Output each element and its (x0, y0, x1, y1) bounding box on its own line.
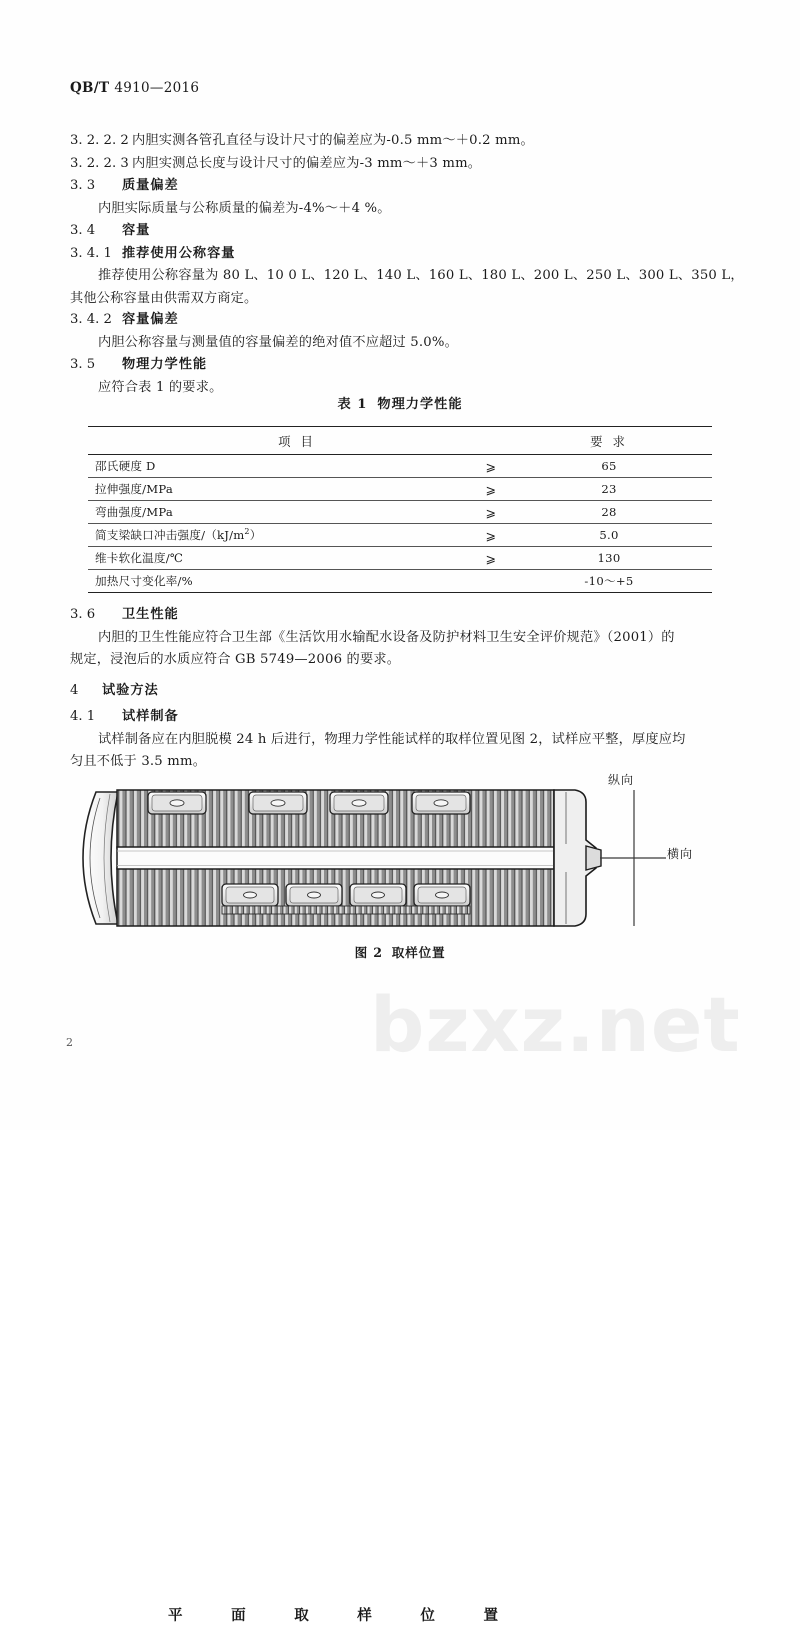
cell-item-text: 简支梁缺口冲击强度/（kJ/m (95, 528, 245, 542)
clause-title: 物理力学性能 (122, 357, 208, 372)
figure-caption-label: 图 2 (354, 945, 383, 960)
clause-text: 内胆实测总长度与设计尺寸的偏差应为-3 mm～＋3 mm。 (132, 155, 482, 171)
table-row (88, 547, 712, 570)
watermark-bzxz: bzxz.net (370, 980, 741, 1069)
clause-title: 试样制备 (122, 709, 179, 724)
clause-title: 推荐使用公称容量 (122, 245, 236, 261)
clause-number: 4 (70, 682, 79, 698)
physical-mechanical-properties-table (88, 426, 712, 593)
tank-label-char: 位 (420, 1607, 435, 1624)
orientation-crosshair (600, 790, 666, 926)
cell-operator: ⩾ (444, 524, 506, 547)
clause-number: 3. 2. 2. 3 (70, 155, 129, 171)
clause-3-6-body-line1: 内胆的卫生性能应符合卫生部《生活饮用水输配水设备及防护材料卫生安全评价规范》（2001）的 (98, 629, 675, 645)
table-caption-label: 表 1 (337, 397, 368, 412)
clause-3-4-1-body-line1: 推荐使用公称容量为 80 L、10 0 L、120 L、140 L、160 L、180 L、200 L、250 L、300 L、350 L， (98, 268, 744, 283)
cell-value: 28 (506, 501, 712, 524)
page-number: 2 (66, 1036, 73, 1049)
clause-number: 3. 5 (70, 357, 96, 372)
clause-3-2-2-2 (70, 130, 730, 152)
cell-item: 加热尺寸变化率/% (88, 570, 444, 593)
clause-title: 质量偏差 (122, 178, 179, 193)
axis-label-vertical: 纵向 (608, 773, 635, 787)
clause-number: 3. 3 (70, 178, 96, 193)
tank-label-char: 样 (357, 1607, 372, 1624)
figure-caption-title: 取样位置 (391, 945, 446, 960)
table-row (88, 524, 712, 547)
column-header-requirement: 要 求 (506, 427, 712, 455)
clause-number: 3. 4. 2 (70, 312, 112, 327)
clause-title: 容量偏差 (122, 312, 179, 327)
tank-nozzle (586, 846, 601, 870)
cell-item (88, 524, 444, 547)
clause-4-1-body-line1: 试样制备应在内胆脱模 24 h 后进行，物理力学性能试样的取样位置见图 2，试样应平整，厚度应均 (98, 731, 686, 747)
cell-value: 23 (506, 478, 712, 501)
clause-3-4-heading (70, 220, 730, 242)
clause-4-heading (70, 680, 730, 702)
clause-title: 卫生性能 (122, 607, 179, 622)
cell-operator: ⩾ (444, 501, 506, 524)
tank-left-endcap (83, 792, 118, 924)
standard-number: 4910—2016 (114, 80, 200, 96)
clause-number: 3. 2. 2. 2 (70, 133, 129, 148)
document-body (70, 130, 744, 399)
cell-item: 拉伸强度/MPa (88, 478, 444, 501)
tank-label-char: 取 (294, 1607, 309, 1624)
clause-title: 试验方法 (102, 682, 159, 698)
table-row (88, 478, 712, 501)
clause-3-5-body: 应符合表 1 的要求。 (98, 379, 223, 395)
standard-code: QB/T (70, 80, 110, 96)
clause-number: 4. 1 (70, 709, 96, 724)
tank-label-char: 面 (231, 1607, 246, 1624)
document-header (70, 80, 199, 96)
cell-value: -10～+5 (506, 570, 712, 593)
cell-item: 维卡软化温度/℃ (88, 547, 444, 570)
clause-3-4-1-heading (70, 243, 730, 265)
clause-3-3-body: 内胆实际质量与公称质量的偏差为-4%～＋4 %。 (98, 200, 391, 216)
axis-label-horizontal: 横向 (667, 847, 694, 861)
table-header-row (88, 427, 712, 455)
tank-flat-sampling-label (168, 1604, 498, 1625)
clause-number: 3. 4 (70, 223, 96, 238)
clause-number: 3. 6 (70, 607, 96, 622)
cell-item-exponent: 2 (244, 527, 250, 537)
document-body-lower (70, 604, 730, 773)
clause-3-6-heading (70, 604, 730, 626)
clause-4-1-heading (70, 706, 730, 728)
clause-3-4-2-heading (70, 309, 730, 331)
clause-3-2-2-3 (70, 153, 730, 175)
table-caption-title: 物理力学性能 (377, 397, 463, 412)
clause-text: 内胆实测各管孔直径与设计尺寸的偏差应为-0.5 mm～＋0.2 mm。 (132, 133, 534, 148)
tank-label-char: 置 (483, 1607, 498, 1624)
table-caption (0, 393, 800, 412)
cell-operator: ⩾ (444, 547, 506, 570)
cell-value: 130 (506, 547, 712, 570)
clause-4-1-body-line2: 匀且不低于 3.5 mm。 (70, 754, 207, 769)
clause-3-4-2-body: 内胆公称容量与测量值的容量偏差的绝对值不应超过 5.0%。 (98, 334, 458, 350)
clause-3-3-heading (70, 175, 730, 197)
table-row (88, 501, 712, 524)
cell-operator (444, 570, 506, 593)
clause-3-4-1-body-line2: 其他公称容量由供需双方商定。 (70, 290, 258, 306)
clause-3-5-heading (70, 354, 730, 376)
clause-number: 3. 4. 1 (70, 245, 112, 261)
clause-3-6-body-line2: 规定，浸泡后的水质应符合 GB 5749—2006 的要求。 (70, 652, 401, 667)
table-row (88, 570, 712, 593)
cell-item-tail: ） (249, 528, 262, 542)
tank-label-char: 平 (168, 1607, 183, 1624)
cell-value: 65 (506, 455, 712, 478)
clause-title: 容量 (122, 223, 151, 238)
figure-caption (0, 942, 800, 961)
column-header-item: 项 目 (88, 427, 506, 455)
cell-item: 弯曲强度/MPa (88, 501, 444, 524)
cell-item: 邵氏硬度 D (88, 455, 444, 478)
cell-operator: ⩾ (444, 455, 506, 478)
cell-operator: ⩾ (444, 478, 506, 501)
table-row (88, 455, 712, 478)
cell-value: 5.0 (506, 524, 712, 547)
